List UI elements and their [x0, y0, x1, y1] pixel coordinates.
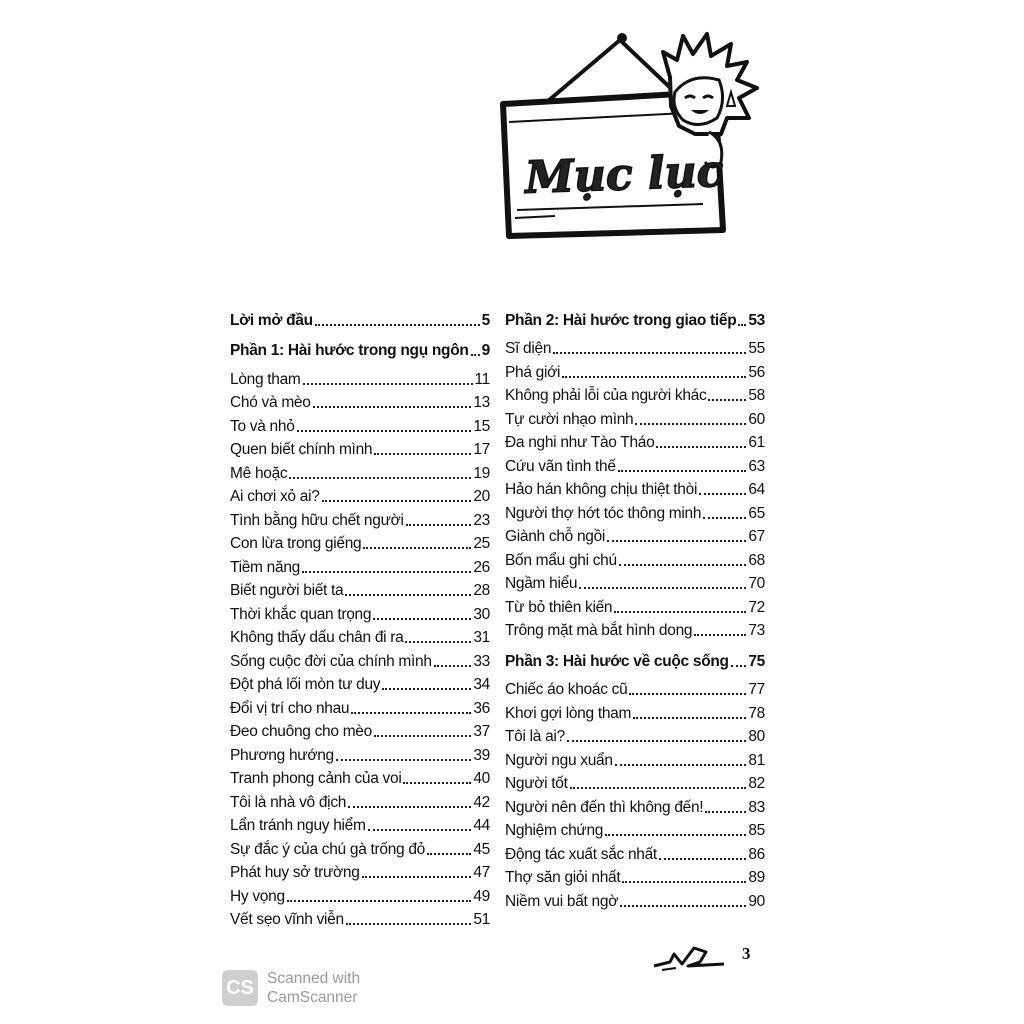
toc-entry — [230, 741, 490, 765]
toc-leader-dots — [287, 899, 472, 902]
toc-entry-page: 23 — [473, 511, 490, 529]
toc-entry-page: 47 — [473, 864, 490, 881]
toc-entry — [230, 506, 490, 530]
toc-entry-title: Bốn mẩu ghi chú — [505, 551, 617, 569]
toc-entry — [230, 412, 490, 436]
toc-leader-dots — [348, 805, 471, 808]
toc-leader-dots — [382, 687, 471, 690]
toc-leader-dots — [694, 633, 746, 636]
signature-doodle — [650, 940, 730, 974]
toc-entry-title: Người tốt — [505, 775, 568, 792]
toc-entry-title: Con lừa trong giếng — [230, 535, 362, 552]
toc-leader-dots — [699, 492, 746, 495]
toc-entry — [230, 577, 490, 601]
toc-leader-dots — [346, 922, 472, 925]
toc-leader-dots — [315, 323, 480, 326]
toc-leader-dots — [403, 781, 471, 784]
toc-leader-dots — [363, 546, 471, 549]
toc-section-entry — [230, 337, 490, 361]
toc-entry-page: 28 — [473, 582, 490, 599]
toc-entry-page: 42 — [473, 793, 490, 811]
toc-entry-page: 31 — [473, 629, 490, 646]
toc-entry — [505, 335, 765, 359]
toc-entry-title: Hy vọng — [230, 887, 285, 905]
camscanner-watermark — [222, 968, 360, 1008]
toc-entry — [505, 593, 765, 617]
toc-leader-dots — [615, 763, 747, 766]
toc-leader-dots — [620, 904, 746, 907]
toc-leader-dots — [373, 617, 471, 620]
toc-entry — [505, 405, 765, 429]
toc-section-entry — [505, 647, 765, 671]
toc-entry — [230, 553, 490, 577]
toc-entry-page: 90 — [748, 892, 765, 910]
toc-leader-dots — [471, 353, 480, 356]
toc-entry-page: 73 — [748, 622, 765, 639]
toc-entry-title: Lẩn tránh nguy hiểm — [230, 817, 366, 834]
toc-entry-page: 78 — [748, 704, 765, 722]
toc-leader-dots — [336, 758, 471, 761]
toc-entry-page: 34 — [473, 676, 490, 693]
toc-entry-title: Từ bỏ thiên kiến — [505, 598, 613, 616]
toc-entry-title: Giành chỗ ngồi — [505, 528, 606, 545]
toc-leader-dots — [635, 422, 746, 425]
toc-left-column — [230, 306, 490, 929]
toc-entry-page: 55 — [748, 340, 765, 357]
toc-leader-dots — [656, 445, 746, 448]
toc-entry — [505, 699, 765, 723]
toc-entry-title: Phương hướng — [230, 746, 334, 764]
toc-entry-page: 20 — [473, 488, 490, 505]
toc-entry-title: Đeo chuông cho mèo — [230, 723, 372, 740]
toc-title: Mục lục — [524, 145, 725, 204]
toc-leader-dots — [374, 734, 471, 737]
toc-leader-dots — [629, 692, 746, 695]
toc-entry — [230, 906, 490, 930]
toc-entry — [505, 817, 765, 841]
toc-entry-page: 19 — [473, 464, 490, 482]
toc-entry — [230, 835, 490, 859]
toc-entry-page: 82 — [748, 775, 765, 792]
toc-entry-page: 75 — [748, 652, 765, 670]
toc-entry-page: 63 — [748, 457, 765, 475]
toc-entry — [230, 436, 490, 460]
toc-entry-title: Ngầm hiểu — [505, 575, 578, 592]
toc-entry — [505, 723, 765, 747]
toc-leader-dots — [622, 880, 746, 883]
toc-entry-page: 67 — [748, 528, 765, 545]
toc-entry — [230, 600, 490, 624]
toc-entry-page: 77 — [748, 681, 765, 698]
toc-leader-dots — [313, 405, 472, 408]
toc-entry-title: Phần 2: Hài hước trong giao tiếp — [505, 311, 737, 329]
toc-entry-title: Tự cười nhạo mình — [505, 410, 634, 428]
toc-leader-dots — [619, 563, 747, 566]
toc-entry-page: 70 — [748, 575, 765, 592]
toc-leader-dots — [618, 469, 747, 472]
toc-entry-title: Tôi là ai? — [505, 728, 565, 745]
toc-entry-title: To và nhỏ — [230, 417, 295, 435]
toc-entry-page: 45 — [473, 840, 490, 858]
toc-leader-dots — [351, 711, 471, 714]
toc-entry-page: 49 — [473, 887, 490, 905]
toc-entry — [505, 476, 765, 500]
toc-entry-page: 56 — [748, 363, 765, 381]
toc-entry-page: 80 — [748, 728, 765, 745]
toc-entry-page: 61 — [748, 434, 765, 451]
toc-leader-dots — [605, 833, 746, 836]
toc-leader-dots — [659, 857, 746, 860]
toc-entry — [505, 358, 765, 382]
toc-entry-title: Trông mặt mà bắt hình dong — [505, 622, 693, 639]
toc-entry-title: Phá giới — [505, 363, 561, 381]
toc-entry-title: Nghiệm chứng — [505, 822, 604, 839]
toc-entry-page: 39 — [473, 746, 490, 764]
toc-leader-dots — [553, 351, 746, 354]
page-number: 3 — [742, 944, 751, 963]
toc-leader-dots — [289, 476, 471, 479]
toc-entry-title: Vết sẹo vĩnh viễn — [230, 911, 344, 928]
toc-entry — [505, 523, 765, 547]
toc-entry — [230, 647, 490, 671]
toc-leader-dots — [705, 810, 746, 813]
toc-entry-page: 68 — [748, 551, 765, 569]
toc-entry-page: 13 — [473, 394, 490, 411]
toc-entry — [505, 382, 765, 406]
toc-entry — [505, 546, 765, 570]
toc-entry — [230, 530, 490, 554]
toc-entry-title: Đa nghi như Tào Tháo — [505, 434, 655, 451]
toc-entry-title: Người thợ hớt tóc thông minh — [505, 504, 702, 522]
toc-leader-dots — [374, 452, 471, 455]
toc-entry-title: Sự đắc ý của chú gà trống đỏ — [230, 840, 425, 858]
toc-entry — [230, 671, 490, 695]
toc-entry — [505, 864, 765, 888]
hanging-sign-illustration — [495, 22, 795, 247]
toc-entry-title: Động tác xuất sắc nhất — [505, 845, 657, 863]
toc-entry — [230, 365, 490, 389]
toc-entry-title: Thợ săn giỏi nhất — [505, 869, 621, 886]
toc-entry-title: Tôi là nhà vô địch — [230, 793, 347, 811]
toc-entry-page: 44 — [473, 817, 490, 834]
toc-entry-title: Chó và mèo — [230, 394, 311, 411]
toc-entry-title: Người ngu xuẩn — [505, 751, 613, 769]
toc-entry — [230, 812, 490, 836]
toc-entry — [230, 765, 490, 789]
toc-entry — [230, 788, 490, 812]
toc-leader-dots — [303, 382, 473, 385]
toc-leader-dots — [633, 716, 746, 719]
toc-entry-page: 40 — [473, 770, 490, 787]
toc-entry-title: Mê hoặc — [230, 464, 288, 482]
toc-entry-page: 15 — [473, 417, 490, 435]
toc-entry-title: Lòng tham — [230, 370, 301, 388]
toc-leader-dots — [614, 610, 746, 613]
toc-right-column — [505, 306, 765, 911]
toc-leader-dots — [322, 499, 472, 502]
toc-entry-title: Phát huy sở trường — [230, 864, 360, 881]
toc-entry-page: 89 — [748, 869, 765, 886]
toc-leader-dots — [427, 852, 471, 855]
toc-entry — [230, 882, 490, 906]
toc-entry — [505, 887, 765, 911]
toc-leader-dots — [562, 375, 746, 378]
toc-entry-title: Lời mở đầu — [230, 311, 313, 329]
toc-leader-dots — [570, 786, 747, 789]
toc-leader-dots — [405, 640, 471, 643]
toc-entry-page: 25 — [473, 535, 490, 552]
toc-leader-dots — [362, 875, 472, 878]
toc-leader-dots — [567, 739, 746, 742]
toc-entry — [505, 746, 765, 770]
toc-entry — [230, 694, 490, 718]
toc-entry — [505, 429, 765, 453]
toc-entry — [505, 676, 765, 700]
toc-entry-title: Chiếc áo khoác cũ — [505, 681, 628, 698]
toc-leader-dots — [738, 323, 746, 326]
toc-entry-title: Đột phá lối mòn tư duy — [230, 676, 381, 693]
toc-entry-title: Phần 1: Hài hước trong ngụ ngôn — [230, 342, 469, 359]
toc-entry-title: Không phải lỗi của người khác — [505, 387, 707, 404]
toc-entry — [230, 624, 490, 648]
toc-entry-page: 11 — [474, 370, 490, 388]
toc-leader-dots — [434, 664, 472, 667]
toc-entry-page: 72 — [748, 598, 765, 616]
toc-entry-page: 37 — [473, 723, 490, 740]
toc-entry — [230, 718, 490, 742]
toc-entry-title: Quen biết chính mình — [230, 441, 373, 458]
toc-leader-dots — [607, 539, 746, 542]
toc-entry — [505, 770, 765, 794]
toc-entry-title: Tình bằng hữu chết người — [230, 511, 404, 529]
toc-entry-page: 26 — [473, 558, 490, 576]
toc-entry-title: Khơi gợi lòng tham — [505, 704, 632, 722]
toc-leader-dots — [345, 593, 471, 596]
toc-entry — [505, 617, 765, 641]
toc-leader-dots — [579, 586, 746, 589]
camscanner-logo-icon: CS — [222, 970, 258, 1006]
toc-entry-page: 64 — [748, 481, 765, 498]
toc-entry — [505, 499, 765, 523]
toc-entry-page: 58 — [748, 387, 765, 404]
toc-entry-page: 60 — [748, 410, 765, 428]
toc-entry-title: Ai chơi xỏ ai? — [230, 488, 320, 505]
toc-leader-dots — [368, 828, 472, 831]
watermark-line1: Scanned with — [267, 970, 361, 987]
toc-entry-page: 83 — [748, 798, 765, 816]
toc-leader-dots — [302, 570, 471, 573]
toc-entry-page: 53 — [748, 311, 765, 329]
toc-entry-title: Phần 3: Hài hước về cuộc sống — [505, 652, 729, 670]
toc-leader-dots — [703, 516, 746, 519]
toc-entry-title: Hảo hán không chịu thiệt thòi — [505, 481, 698, 498]
toc-entry-title: Sĩ diện — [505, 340, 552, 357]
toc-entry-page: 5 — [481, 311, 490, 329]
toc-entry-page: 86 — [748, 845, 765, 863]
toc-entry — [505, 452, 765, 476]
toc-entry-title: Tranh phong cảnh của voi — [230, 770, 402, 787]
toc-leader-dots — [297, 429, 472, 432]
watermark-text — [267, 969, 360, 1007]
toc-entry — [230, 483, 490, 507]
toc-entry-page: 65 — [748, 504, 765, 522]
toc-entry-title: Tiềm năng — [230, 558, 300, 576]
watermark-line2: CamScanner — [267, 989, 358, 1006]
toc-section-entry — [505, 306, 765, 330]
toc-entry-title: Cứu vãn tình thế — [505, 457, 616, 475]
toc-entry — [505, 840, 765, 864]
toc-entry-page: 36 — [473, 699, 490, 717]
toc-entry-page: 30 — [473, 605, 490, 623]
toc-leader-dots — [731, 664, 747, 667]
toc-entry — [230, 459, 490, 483]
toc-entry-page: 17 — [473, 441, 490, 458]
toc-entry-page: 51 — [473, 911, 490, 928]
toc-entry-title: Không thấy dấu chân đi ra — [230, 629, 404, 646]
toc-entry-title: Biết người biết ta — [230, 582, 344, 599]
toc-entry-title: Sống cuộc đời của chính mình — [230, 652, 432, 670]
toc-entry — [505, 570, 765, 594]
toc-entry-page: 9 — [481, 342, 490, 359]
toc-entry-page: 81 — [748, 751, 765, 769]
toc-entry — [505, 793, 765, 817]
toc-section-entry — [230, 306, 490, 330]
toc-entry-page: 85 — [748, 822, 765, 839]
toc-entry-title: Đổi vị trí cho nhau — [230, 699, 350, 717]
toc-leader-dots — [406, 523, 472, 526]
toc-entry-title: Thời khắc quan trọng — [230, 605, 372, 623]
toc-entry-title: Niềm vui bất ngờ — [505, 892, 619, 910]
toc-entry — [230, 389, 490, 413]
toc-entry-page: 33 — [473, 652, 490, 670]
toc-entry — [230, 859, 490, 883]
toc-entry-title: Người nên đến thì không đến! — [505, 798, 704, 816]
toc-leader-dots — [708, 398, 746, 401]
